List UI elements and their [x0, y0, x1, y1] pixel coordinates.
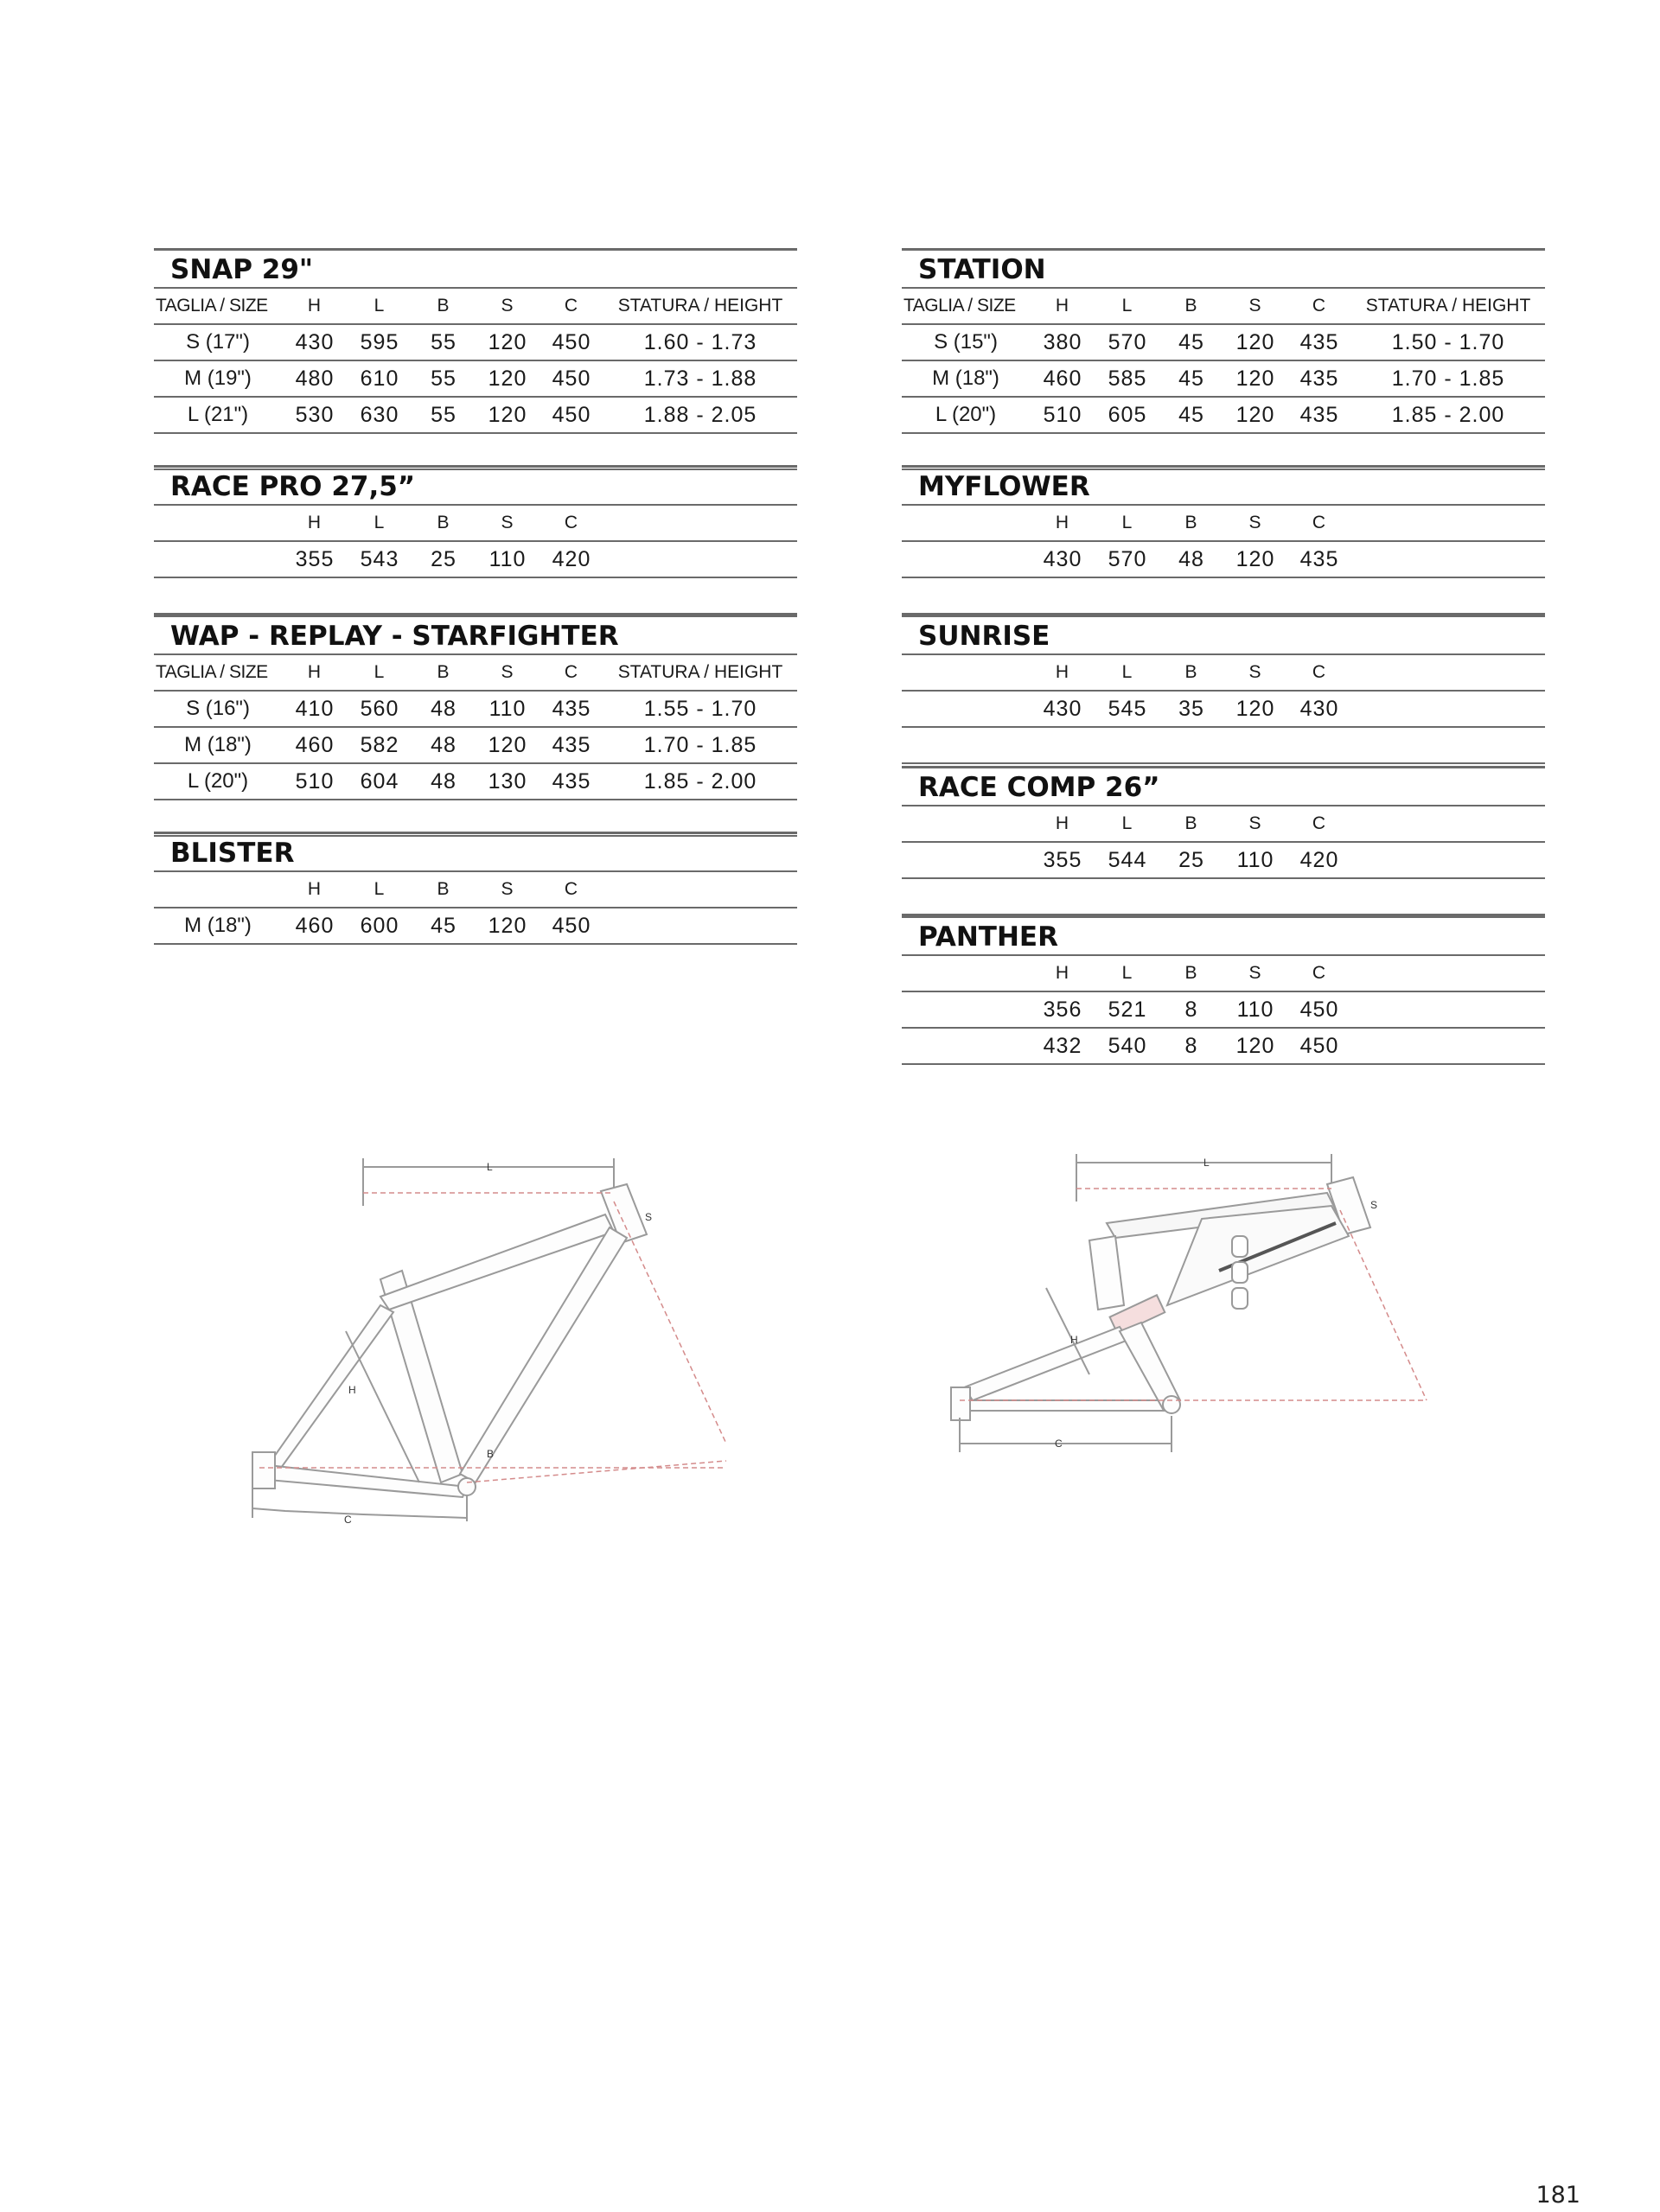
column-header: B	[1184, 662, 1198, 682]
table-cell: 410	[295, 696, 335, 721]
column-header: C	[1312, 296, 1327, 316]
table-cell: 55	[431, 329, 456, 354]
table-cell: 1.50 - 1.70	[1391, 329, 1505, 354]
table-cell: 1.70 - 1.85	[643, 732, 757, 757]
table-wap-replay-starfighter	[154, 615, 797, 837]
column-header: C	[1312, 963, 1327, 983]
table-cell: 120	[1235, 546, 1275, 571]
column-header: TAGLIA / SIZE	[903, 296, 1016, 316]
table-cell: 120	[488, 366, 527, 391]
table-row	[154, 908, 797, 945]
table-spacer-row	[154, 578, 797, 615]
table-cell: 45	[1178, 402, 1204, 427]
table-cell: 8	[1184, 1033, 1198, 1058]
table-cell: 110	[488, 696, 527, 721]
table-cell: 120	[488, 402, 527, 427]
table-row	[902, 843, 1545, 879]
column-header: L	[1121, 296, 1133, 316]
table-sunrise	[902, 615, 1545, 764]
table-cell: 35	[1178, 696, 1204, 721]
table-cell: 1.73 - 1.88	[643, 366, 757, 391]
table-cell: 1.70 - 1.85	[1391, 366, 1505, 391]
table-cell: 544	[1108, 847, 1147, 872]
table-cell: 45	[1178, 366, 1204, 391]
full-suspension-frame-geometry-diagram	[942, 1141, 1461, 1487]
table-cell: 545	[1108, 696, 1147, 721]
table-cell: 435	[552, 768, 591, 794]
column-header: S	[1248, 662, 1262, 682]
column-header: H	[1055, 513, 1070, 532]
column-header: B	[1184, 513, 1198, 532]
column-header: H	[1055, 813, 1070, 833]
table-cell: 435	[1299, 546, 1339, 571]
table-row	[902, 542, 1545, 578]
table-cell: 1.60 - 1.73	[643, 329, 757, 354]
table-header-row	[902, 506, 1545, 542]
table-cell: 120	[1235, 329, 1275, 354]
table-cell: L (21")	[187, 403, 249, 426]
column-header: L	[374, 296, 386, 316]
table-cell: 48	[431, 768, 456, 794]
table-cell: 356	[1043, 997, 1082, 1022]
table-cell: S (16")	[186, 697, 250, 720]
label-b: B	[487, 1448, 495, 1460]
column-header: TAGLIA / SIZE	[156, 662, 268, 682]
table-cell: 585	[1108, 366, 1147, 391]
column-header: S	[1248, 813, 1262, 833]
table-row	[154, 542, 797, 578]
table-cell: 560	[360, 696, 399, 721]
column-header: L	[1121, 513, 1133, 532]
table-cell: 630	[360, 402, 399, 427]
table-row	[154, 361, 797, 398]
table-row	[902, 325, 1545, 361]
table-cell: 600	[360, 913, 399, 938]
table-cell: 521	[1108, 997, 1147, 1022]
table-cell: 380	[1043, 329, 1082, 354]
table-cell: 510	[295, 768, 335, 794]
table-cell: 610	[360, 366, 399, 391]
table-cell: 110	[488, 546, 527, 571]
table-spacer-row	[902, 728, 1545, 764]
column-header: STATURA / HEIGHT	[1365, 296, 1531, 316]
table-cell: S (15")	[934, 330, 998, 354]
table-cell: 430	[1043, 696, 1082, 721]
table-cell: 435	[552, 696, 591, 721]
table-cell: 432	[1043, 1033, 1082, 1058]
table-cell: 120	[488, 732, 527, 757]
table-cell: 55	[431, 402, 456, 427]
table-cell: 120	[1235, 402, 1275, 427]
table-cell: 130	[488, 768, 527, 794]
table-cell: 25	[431, 546, 456, 571]
column-header: C	[564, 296, 579, 316]
table-cell: 460	[1043, 366, 1082, 391]
seat-tube	[1089, 1236, 1124, 1310]
column-header: TAGLIA / SIZE	[156, 296, 268, 316]
table-cell: 450	[552, 913, 591, 938]
column-header: C	[1312, 813, 1327, 833]
column-header: C	[1312, 662, 1327, 682]
table-cell: M (19")	[184, 367, 252, 390]
column-header: B	[1184, 813, 1198, 833]
column-header: B	[437, 296, 450, 316]
seat-stay	[964, 1327, 1128, 1400]
column-header: STATURA / HEIGHT	[617, 662, 783, 682]
table-title: RACE COMP 26”	[902, 766, 1545, 806]
table-cell: 435	[1299, 329, 1339, 354]
table-cell: 1.85 - 2.00	[1391, 402, 1505, 427]
table-cell: 430	[295, 329, 335, 354]
table-station	[902, 248, 1545, 470]
table-header-row	[902, 655, 1545, 692]
page-number: 181	[1536, 2182, 1580, 2209]
column-header: L	[374, 879, 386, 899]
table-header-row	[154, 655, 797, 692]
table-cell: 1.88 - 2.05	[643, 402, 757, 427]
table-header-row	[902, 806, 1545, 843]
column-header: C	[564, 513, 579, 532]
table-cell: 430	[1043, 546, 1082, 571]
column-header: C	[564, 662, 579, 682]
table-cell: 430	[1299, 696, 1339, 721]
table-cell: 110	[1236, 997, 1274, 1022]
table-header-row	[154, 872, 797, 908]
table-cell: 543	[360, 546, 399, 571]
table-cell: 110	[1236, 847, 1274, 872]
table-title: PANTHER	[902, 915, 1545, 956]
column-header: H	[307, 879, 322, 899]
table-cell: 355	[1043, 847, 1082, 872]
table-title: BLISTER	[154, 832, 797, 872]
column-header: STATURA / HEIGHT	[617, 296, 783, 316]
label-c: C	[1055, 1437, 1063, 1450]
column-header: B	[1184, 296, 1198, 316]
table-cell: 450	[552, 329, 591, 354]
column-header: L	[374, 662, 386, 682]
table-cell: 605	[1108, 402, 1147, 427]
table-row	[902, 992, 1545, 1029]
label-l: L	[487, 1161, 493, 1173]
table-title: SUNRISE	[902, 615, 1545, 655]
table-cell: 450	[1299, 1033, 1339, 1058]
column-header: B	[1184, 963, 1198, 983]
table-cell: 45	[1178, 329, 1204, 354]
table-blister	[154, 832, 797, 945]
table-row	[154, 398, 797, 434]
label-h: H	[1070, 1334, 1078, 1346]
column-header: S	[1248, 296, 1262, 316]
table-header-row	[902, 289, 1545, 325]
column-header: H	[1055, 296, 1070, 316]
table-cell: 480	[295, 366, 335, 391]
label-l: L	[1204, 1157, 1210, 1169]
table-row	[154, 728, 797, 764]
column-header: S	[501, 879, 514, 899]
table-myflower	[902, 465, 1545, 615]
table-cell: 55	[431, 366, 456, 391]
table-row	[902, 692, 1545, 728]
column-header: S	[501, 662, 514, 682]
table-cell: 530	[295, 402, 335, 427]
column-header: B	[437, 513, 450, 532]
table-title: SNAP 29"	[154, 248, 797, 289]
table-cell: 450	[1299, 997, 1339, 1022]
table-cell: 595	[360, 329, 399, 354]
table-cell: 48	[431, 732, 456, 757]
table-header-row	[154, 506, 797, 542]
label-h: H	[348, 1384, 356, 1396]
table-cell: 8	[1184, 997, 1198, 1022]
table-cell: 604	[360, 768, 399, 794]
table-row	[154, 764, 797, 800]
table-cell: 582	[360, 732, 399, 757]
column-header: B	[437, 662, 450, 682]
column-header: L	[1121, 662, 1133, 682]
column-header: S	[1248, 513, 1262, 532]
table-cell: 120	[1235, 1033, 1275, 1058]
label-s: S	[1370, 1199, 1378, 1211]
column-header: C	[1312, 513, 1327, 532]
table-spacer-row	[902, 578, 1545, 615]
table-header-row	[902, 956, 1545, 992]
column-header: H	[307, 296, 322, 316]
chain-stay	[964, 1400, 1176, 1411]
column-header: S	[501, 296, 514, 316]
table-race-comp	[902, 766, 1545, 915]
table-cell: 1.55 - 1.70	[643, 696, 757, 721]
table-cell: L (20")	[935, 403, 997, 426]
column-header: L	[1121, 963, 1133, 983]
table-cell: M (18")	[184, 733, 252, 756]
table-cell: 570	[1108, 329, 1147, 354]
table-title: MYFLOWER	[902, 465, 1545, 506]
table-cell: 25	[1178, 847, 1204, 872]
table-cell: S (17")	[186, 330, 250, 354]
column-header: B	[437, 879, 450, 899]
column-header: S	[501, 513, 514, 532]
table-cell: 45	[431, 913, 456, 938]
dropout	[951, 1387, 970, 1420]
table-cell: 450	[552, 402, 591, 427]
table-cell: 570	[1108, 546, 1147, 571]
table-cell: 48	[1178, 546, 1204, 571]
table-cell: M (18")	[184, 914, 252, 937]
table-cell: 540	[1108, 1033, 1147, 1058]
label-s: S	[645, 1211, 653, 1223]
table-cell: 510	[1043, 402, 1082, 427]
table-title: STATION	[902, 248, 1545, 289]
table-cell: 460	[295, 913, 335, 938]
hardtail-frame-geometry-diagram	[233, 1141, 752, 1526]
table-cell: 435	[1299, 402, 1339, 427]
table-cell: 1.85 - 2.00	[643, 768, 757, 794]
table-cell: 120	[1235, 366, 1275, 391]
table-row	[902, 398, 1545, 434]
table-cell: 435	[552, 732, 591, 757]
label-c: C	[344, 1514, 352, 1526]
table-snap	[154, 248, 797, 470]
table-cell: 435	[1299, 366, 1339, 391]
table-row	[154, 692, 797, 728]
table-cell: 420	[1299, 847, 1339, 872]
column-header: C	[564, 879, 579, 899]
table-spacer-row	[902, 879, 1545, 915]
table-title: WAP - REPLAY - STARFIGHTER	[154, 615, 797, 655]
column-header: H	[307, 513, 322, 532]
column-header: H	[307, 662, 322, 682]
table-cell: L (20")	[187, 769, 249, 793]
column-header: S	[1248, 963, 1262, 983]
table-cell: 420	[552, 546, 591, 571]
table-cell: 355	[295, 546, 335, 571]
table-cell: 48	[431, 696, 456, 721]
table-cell: M (18")	[932, 367, 999, 390]
table-row	[902, 1029, 1545, 1065]
table-cell: 120	[488, 329, 527, 354]
table-panther	[902, 915, 1545, 1065]
table-race-pro	[154, 465, 797, 615]
table-cell: 450	[552, 366, 591, 391]
table-cell: 120	[1235, 696, 1275, 721]
bottom-bracket	[458, 1478, 476, 1495]
column-header: L	[1121, 813, 1133, 833]
table-header-row	[154, 289, 797, 325]
bottom-bracket	[1163, 1396, 1180, 1413]
table-row	[902, 361, 1545, 398]
column-header: H	[1055, 963, 1070, 983]
table-title: RACE PRO 27,5”	[154, 465, 797, 506]
dropout	[252, 1452, 275, 1488]
table-cell: 120	[488, 913, 527, 938]
column-header: L	[374, 513, 386, 532]
table-cell: 460	[295, 732, 335, 757]
column-header: H	[1055, 662, 1070, 682]
table-row	[154, 325, 797, 361]
